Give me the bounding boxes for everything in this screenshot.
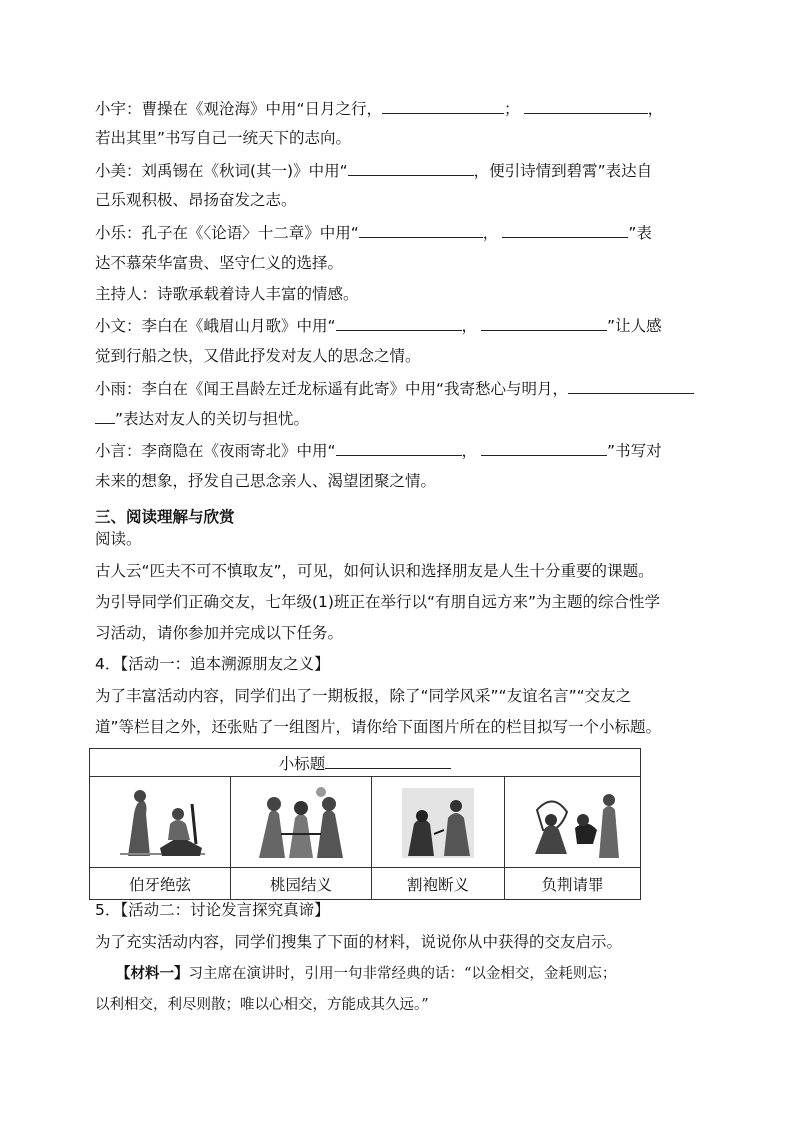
fill-blank[interactable] — [359, 222, 483, 238]
fill-blank[interactable] — [336, 315, 462, 331]
caption-cell: 割袍断义 — [372, 868, 505, 900]
answer-line-xiaoyu: 小宇：曹操在《观沧海》中用“日月之行， ； ， — [95, 100, 664, 118]
text-line: 若出其里”书写自己一统天下的志向。 — [95, 129, 352, 147]
text-line: 未来的想象，抒发自己思念亲人、渴望团聚之情。 — [95, 472, 437, 490]
fill-blank[interactable] — [481, 315, 607, 331]
text-line: 习活动，请你参加并完成以下任务。 — [95, 624, 344, 642]
question-5-title: 5．【活动二：讨论发言探究真谛】 — [95, 901, 330, 919]
text-line: 为了充实活动内容，同学们搜集了下面的材料，说说你从中获得的交友启示。 — [95, 933, 623, 951]
fujing-scene-image — [523, 784, 623, 860]
subtitle-blank[interactable] — [325, 753, 451, 769]
header-label: 小标题 — [278, 754, 326, 773]
text-line: 道”等栏目之外，还张贴了一组图片，请你给下面图片所在的栏目拟写一个小标题。 — [95, 718, 662, 736]
caption-cell: 桃园结义 — [231, 868, 372, 900]
image-cell — [372, 777, 505, 868]
fill-blank[interactable] — [348, 160, 474, 176]
image-cell — [231, 777, 372, 868]
section-heading: 三、阅读理解与欣赏 — [95, 508, 235, 526]
fill-blank[interactable] — [502, 222, 628, 238]
caption-cell: 负荆请罪 — [505, 868, 641, 900]
answer-line-cont: ”表达对友人的关切与担忧。 — [95, 408, 309, 429]
answer-line-xiaoyan: 小言：李商隐在《夜雨寄北》中用“ ， ”书写对 — [95, 442, 662, 460]
caption-cell: 伯牙绝弦 — [90, 868, 231, 900]
fill-blank[interactable] — [568, 378, 694, 394]
text-line: 古人云“匹夫不可不慎取友”，可见，如何认识和选择朋友是人生十分重要的课题。 — [95, 562, 654, 580]
question-4-title: 4．【活动一：追本溯源朋友之义】 — [95, 655, 330, 673]
fill-blank[interactable] — [382, 98, 504, 114]
text-line: 达不慕荣华富贵、坚守仁义的选择。 — [95, 254, 344, 272]
text-line: 为了丰富活动内容，同学们出了一期板报，除了“同学风采”“友谊名言”“交友之 — [95, 687, 632, 705]
answer-line-xiaoyu2: 小雨：李白在《闻王昌龄左迁龙标遥有此寄》中用“我寄愁心与明月， — [95, 378, 694, 399]
answer-line-xiaole: 小乐：孔子在《〈论语〉十二章》中用“ ， ”表 — [95, 224, 652, 242]
material-one-line: 【材料一】习主席在演讲时，引用一句非常经典的话：“以金相交，金耗则忘； — [116, 965, 617, 982]
image-cell — [90, 777, 231, 868]
material-one-line-2: 以利相交，利尽则散；唯以心相交，方能成其久远。” — [95, 997, 429, 1013]
text-line: 阅读。 — [95, 530, 142, 548]
fill-blank[interactable] — [524, 98, 648, 114]
fill-blank[interactable] — [95, 408, 115, 424]
fill-blank[interactable] — [481, 440, 607, 456]
taoyuan-scene-image — [251, 784, 351, 860]
text-line: 主持人：诗歌承载着诗人丰富的情感。 — [95, 285, 359, 303]
gepao-scene-image — [398, 784, 478, 860]
text-line: 己乐观积极、昂扬奋发之志。 — [95, 191, 297, 209]
fill-blank[interactable] — [336, 440, 462, 456]
boya-scene-image — [110, 784, 210, 860]
text-line: 觉到行船之快，又借此抒发对友人的思念之情。 — [95, 347, 421, 365]
answer-line-xiaowen: 小文：李白在《峨眉山月歌》中用“ ， ”让人感 — [95, 317, 662, 335]
material-tag: 【材料一】 — [116, 965, 189, 982]
picture-table — [89, 748, 641, 900]
table-header — [90, 749, 641, 777]
text-line: 为引导同学们正确交友，七年级(1)班正在举行以“有朋自远方来”为主题的综合性学 — [95, 593, 661, 611]
image-cell — [505, 777, 641, 868]
answer-line-xiaomei: 小美：刘禹锡在《秋词(其一)》中用“ ，便引诗情到碧霄”表达自 — [95, 162, 653, 180]
